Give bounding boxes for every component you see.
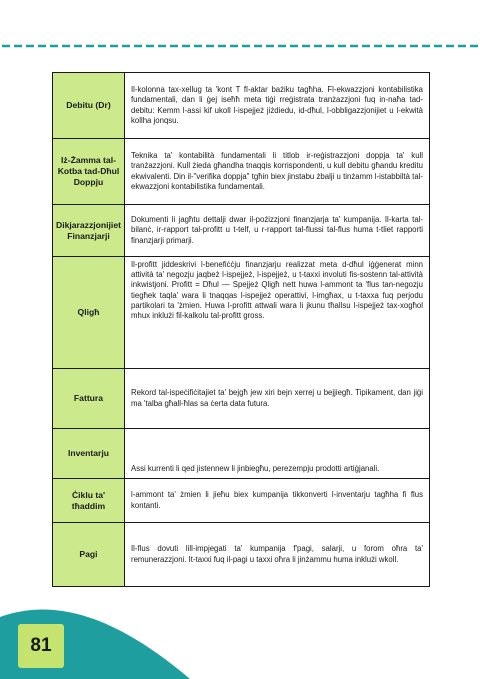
definition-cell: Teknika ta' kontabilità fundamentali li titlob ir-reġistrazzjoni doppja ta' kull tranżazzjoni. Kull żieda għandha tnaqqis korrispondenti, u kull debitu għandu kreditu ekwivalenti. Din il-"verifika doppja" tgħin biex jinstabu żbalji u tinżamm l-istabbiltà tal-ekwazzjoni kontabilistika fundamentali.: [125, 139, 430, 205]
term-cell: Fattura: [53, 369, 125, 429]
term-cell: Dikjarazzjonijiet Finanzjarji: [53, 205, 125, 257]
term-cell: Qligħ: [53, 257, 125, 369]
term-cell: Iż-Żamma tal-Kotba tad-Dħul Doppju: [53, 139, 125, 205]
glossary-table: [52, 72, 430, 587]
table-row: [53, 429, 430, 479]
term-cell: Pagi: [53, 523, 125, 587]
table-row: [53, 257, 430, 369]
table-row: [53, 73, 430, 139]
term-cell: Debitu (Dr): [53, 73, 125, 139]
top-dashed-rule: [0, 44, 480, 48]
term-cell: Inventarju: [53, 429, 125, 479]
table-row: [53, 205, 430, 257]
definition-cell: Il-profitt jiddeskrivi l-benefiċċju finanzjarju realizzat meta d-dħul iġġenerat minn attività ta' negozju jaqbeż l-ispejjeż, l-ispejjeż, u t-taxxi involuti fis-sostenn tal-attività inkwistjoni. Profitt = Dħul — Spejjeż Qligħ nett huwa l-ammont ta 'flus tan-negozju tiegħek taqla' wara li tnaqqas l-ispejjeż operattivi, l-imgħax, u t-taxxa fuq perjodu partikolari ta 'żmien. Huwa l-profitt attwali wara li jkunu tħallsu l-ispejjeż tax-xogħol mhux inklużi fil-kalkolu tal-profitt gross.: [125, 257, 430, 369]
definition-cell: Dokumenti li jagħtu dettalji dwar il-pożizzjoni finanzjarja ta' kumpanija. Il-karta tal-bilanċ, ir-rapport tal-profitt u t-telf, u r-rapport tal-flussi tal-flus huma t-tliet rapporti finanzjarji primarji.: [125, 205, 430, 257]
definition-cell: l-ammont ta' żmien li jieħu biex kumpanija tikkonverti l-inventarju tagħha fi flus kontanti.: [125, 479, 430, 523]
table-row: [53, 479, 430, 523]
definition-cell: Rekord tal-ispeċifiċitajiet ta' bejgħ jew xiri bejn xerrej u bejjiegħ. Tipikament, dan jiġi ma 'talba għall-ħlas sa ċerta data futura.: [125, 369, 430, 429]
table-row: [53, 369, 430, 429]
definition-cell: Il-flus dovuti lill-impjegati ta' kumpanija f'pagi, salarji, u forom oħra ta' remunerazzjoni. It-taxxi fuq il-pagi u taxxi oħra li jinżammu huma inklużi wkoll.: [125, 523, 430, 587]
definition-cell: Il-kolonna tax-xellug ta 'kont T fl-aktar bażiku tagħha. Fl-ekwazzjoni kontabilistika fundamentali, dan li ġej iseħħ meta tiġi rreġistrata tranżazzjoni fuq in-naħa tad-debitu: Kemm l-assi kif ukoll l-ispejjeż jiżdiedu, id-dħul, l-obbligazzjonijiet u l-ekwità kollha jonqsu.: [125, 73, 430, 139]
table-row: [53, 139, 430, 205]
table-row: [53, 523, 430, 587]
definition-cell: Assi kurrenti li qed jistennew li jinbiegħu, perezempju prodotti artiġjanali.: [125, 429, 430, 479]
page-number: 81: [18, 624, 64, 668]
term-cell: Ċiklu ta' tħaddim: [53, 479, 125, 523]
